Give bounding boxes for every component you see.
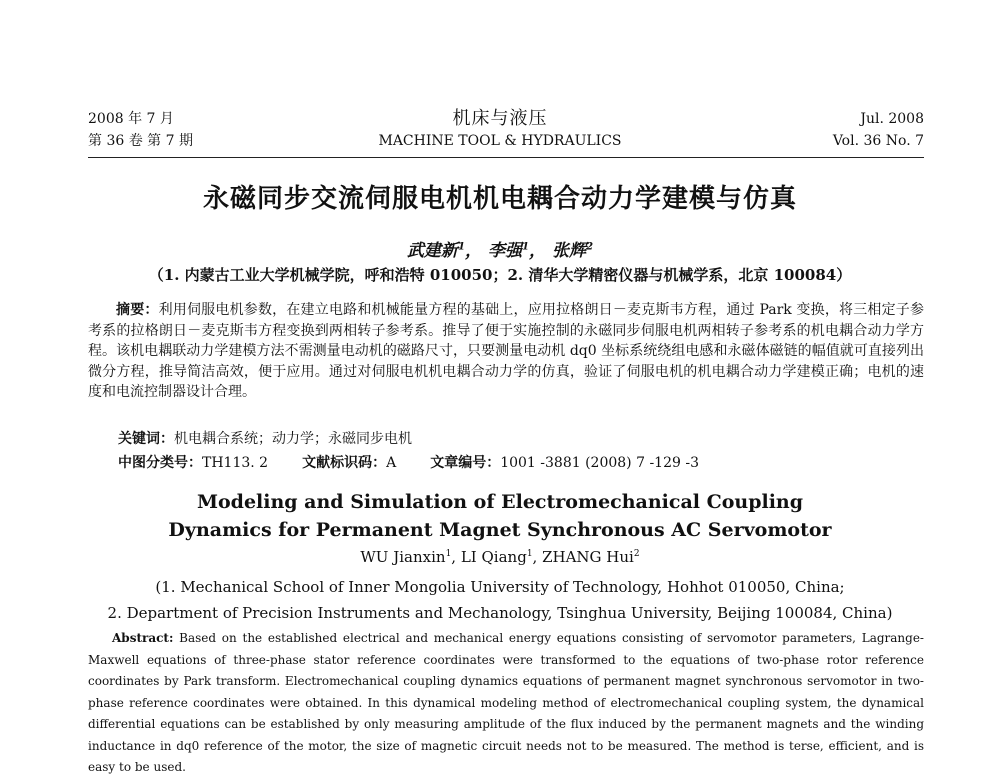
header-issue-info-en [833,108,924,152]
issue-date-cn: 2008 年 7 月 [88,111,174,127]
authors-en: WU Jianxin$^1$, LI Qiang$^1$, ZHANG Hui$^2$ [360,548,640,566]
affiliation-en-line2: 2. Department of Precision Instruments and Mechanology, Tsinghua University, Beijing 100084, China) [107,604,893,622]
author-name: 李强 [487,241,522,261]
author-affil-mark: 2 [585,240,594,253]
doc-code-label: 文献标识码： [302,455,387,471]
paper-title-cn: 永磁同步交流伺服电机机电耦合动力学建模与仿真 [202,184,797,214]
issue-date-en: Jul. 2008 [860,111,924,127]
title-en-line2: Dynamics for Permanent Magnet Synchronous AC Servomotor [168,519,832,541]
author-affil-mark: 1 [445,549,452,559]
classification-info [118,452,699,472]
title-en-line1: Modeling and Simulation of Electromechanical Coupling [196,491,804,513]
journal-name-cn: 机床与液压 [452,108,548,129]
author-name-en: WU Jianxin [360,548,446,566]
header-divider [88,157,924,158]
abstract-label-en: Abstract: [112,631,174,645]
abstract-text-cn: 利用伺服电机参数，在建立电路和机械能量方程的基础上，应用拉格朗日－麦克斯韦方程，通过 Park 变换，将三相定子参考系的拉格朗日－麦克斯韦方程变换到两相转子参考系。推导了便于实施控制的永磁同步伺服电机两相转子参考系的机电耦合动力学方程。该机电耦联动力学建模方法不需测量电动机的磁路尺寸，只要测量电动机 dq0 坐标系统绕组电感和永磁体磁链的幅值就可直接列出微分方程，推导简洁高效，便于应用。通过对伺服电机机电耦合动力学的仿真，验证了伺服电机的机电耦合动力学建模正确；电机的速度和电流控制器设计合理。 [88,302,924,400]
affiliation-en-line1: (1. Mechanical School of Inner Mongolia University of Technology, Hohhot 010050, China; [155,578,845,596]
issue-volume-en: Vol. 36 No. 7 [832,133,924,149]
author-name: 张辉 [551,241,586,261]
author-affil-mark: 1 [526,549,533,559]
author-affil-mark: 2 [633,549,640,559]
paper-title-en [0,488,1000,544]
author-name-en: ZHANG Hui [542,548,634,566]
authors-cn: 武建新$^1$， 李强$^1$， 张辉$^2$ [406,240,594,261]
doc-code-value: A [386,455,397,471]
keywords-label: 关键词： [118,431,174,447]
author-name: 武建新 [406,241,458,261]
abstract-en [88,628,924,779]
author-name-en: LI Qiang [460,548,527,566]
abstract-cn [88,300,924,403]
author-affil-mark: 1 [457,240,466,253]
affiliation-cn: （1. 内蒙古工业大学机械学院，呼和浩特 010050；2. 清华大学精密仪器与机械学系，北京 100084） [148,266,852,284]
keywords-text: 机电耦合系统；动力学；永磁同步电机 [174,431,412,447]
issue-volume-cn: 第 36 卷 第 7 期 [88,133,193,149]
clc-value: TH113. 2 [202,455,269,471]
author-affil-mark: 1 [521,240,530,253]
keywords-cn [118,428,412,448]
journal-name-en: MACHINE TOOL & HYDRAULICS [378,133,622,149]
clc-label: 中图分类号： [118,455,202,471]
article-no-label: 文章编号： [430,455,501,471]
article-no-value: 1001 -3881 (2008) 7 -129 -3 [500,455,699,471]
abstract-text-en: Based on the established electrical and mechanical energy equations consisting of servomotor parameters, Lagrange-Maxwell equations of three-phase stator reference coordinates were transformed to the equations of two-phase rotor reference coordinates by Park transform. Electromechanical coupling dynamics equations of permanent magnet synchronous servomotor in two-phase reference coordinates were obtained. In this dynamical modeling method of electromechanical coupling system, the dynamical differential equations can be established by only measuring amplitude of the flux induced by the permanent magnets and the winding inductance in dq0 reference of the motor, the size of magnetic circuit needs not to be measured. The method is terse, efficient, and is easy to be used. [88,631,924,774]
abstract-label-cn: 摘要： [116,302,159,318]
affiliation-en [0,574,1000,626]
